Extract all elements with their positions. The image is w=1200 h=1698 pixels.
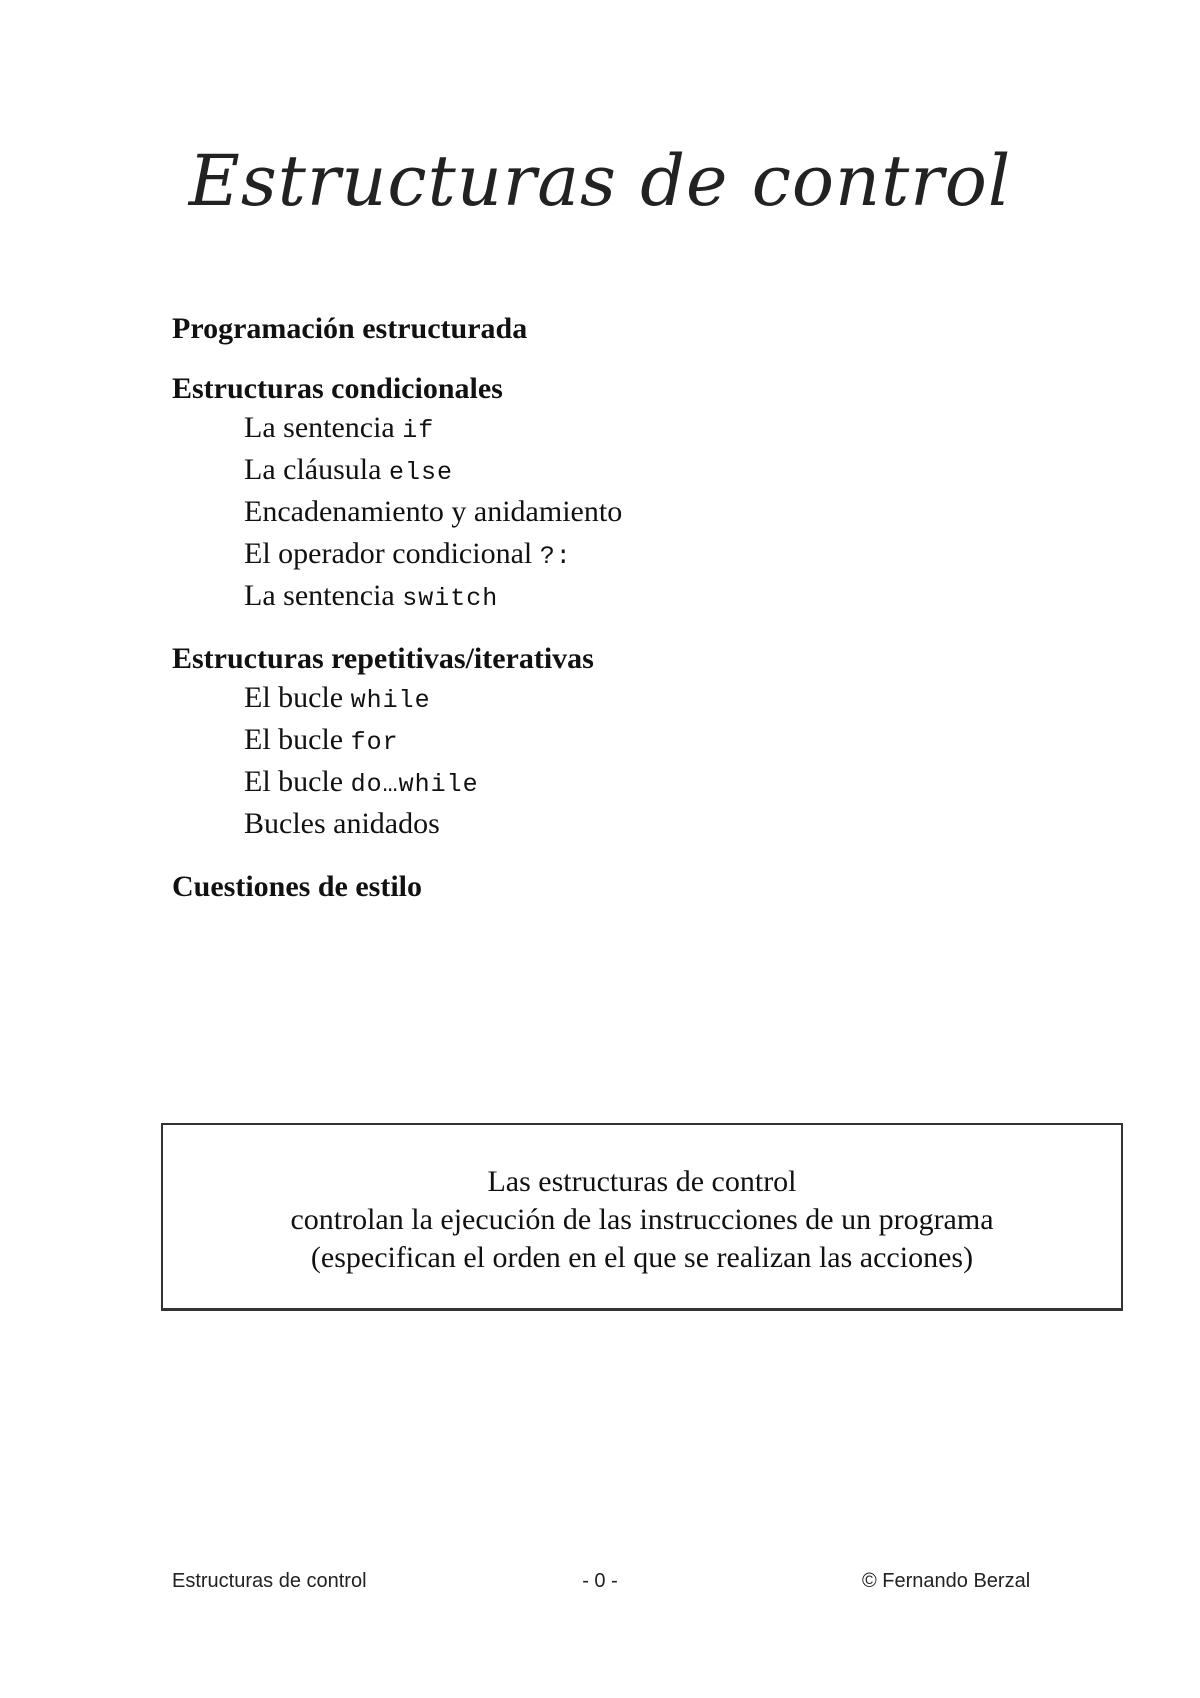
list-item [172, 408, 1072, 450]
code-keyword: if [402, 416, 435, 445]
item-text: La sentencia [244, 579, 403, 612]
code-keyword: else [388, 458, 453, 487]
list-item [172, 720, 1072, 762]
section-heading: Estructuras repetitivas/iterativas [172, 642, 594, 675]
code-keyword: while [350, 686, 431, 715]
section-condicionales [172, 370, 1072, 618]
footer-page-number: - 0 - [582, 1570, 618, 1592]
list-item [172, 450, 1072, 492]
section-heading: Estructuras condicionales [172, 372, 503, 405]
item-text: El bucle [244, 765, 351, 798]
section-programacion [172, 310, 1072, 348]
code-keyword: ?: [539, 542, 572, 571]
section-heading: Programación estructurada [172, 312, 528, 345]
section-estilo [172, 868, 1072, 906]
summary-callout-box [161, 1123, 1123, 1311]
callout-line: (especifican el orden en el que se realizan las acciones) [310, 1241, 974, 1274]
list-item [172, 534, 1072, 576]
item-text: El operador condicional [244, 537, 540, 570]
code-keyword: for [350, 728, 399, 757]
list-item [172, 576, 1072, 618]
item-text: La cláusula [244, 453, 389, 486]
section-repetitivas [172, 640, 1072, 846]
list-item [172, 762, 1072, 804]
list-item [172, 804, 1072, 846]
list-item [172, 678, 1072, 720]
table-of-contents [172, 310, 1072, 928]
code-keyword: switch [402, 584, 499, 613]
item-text: El bucle [244, 723, 351, 756]
item-text: La sentencia [244, 411, 403, 444]
item-text: Bucles anidados [244, 807, 440, 840]
page-title: Estructuras de control [188, 140, 1012, 222]
section-heading: Cuestiones de estilo [172, 870, 422, 903]
list-item [172, 492, 1072, 534]
item-text: El bucle [244, 681, 351, 714]
callout-line: Las estructuras de control [487, 1165, 797, 1198]
footer-copyright: © Fernando Berzal [862, 1570, 1031, 1592]
item-text: Encadenamiento y anidamiento [244, 495, 623, 528]
footer-document-title: Estructuras de control [172, 1570, 367, 1592]
code-keyword: do…while [350, 770, 479, 799]
callout-line: controlan la ejecución de las instrucciones de un programa [290, 1203, 994, 1236]
